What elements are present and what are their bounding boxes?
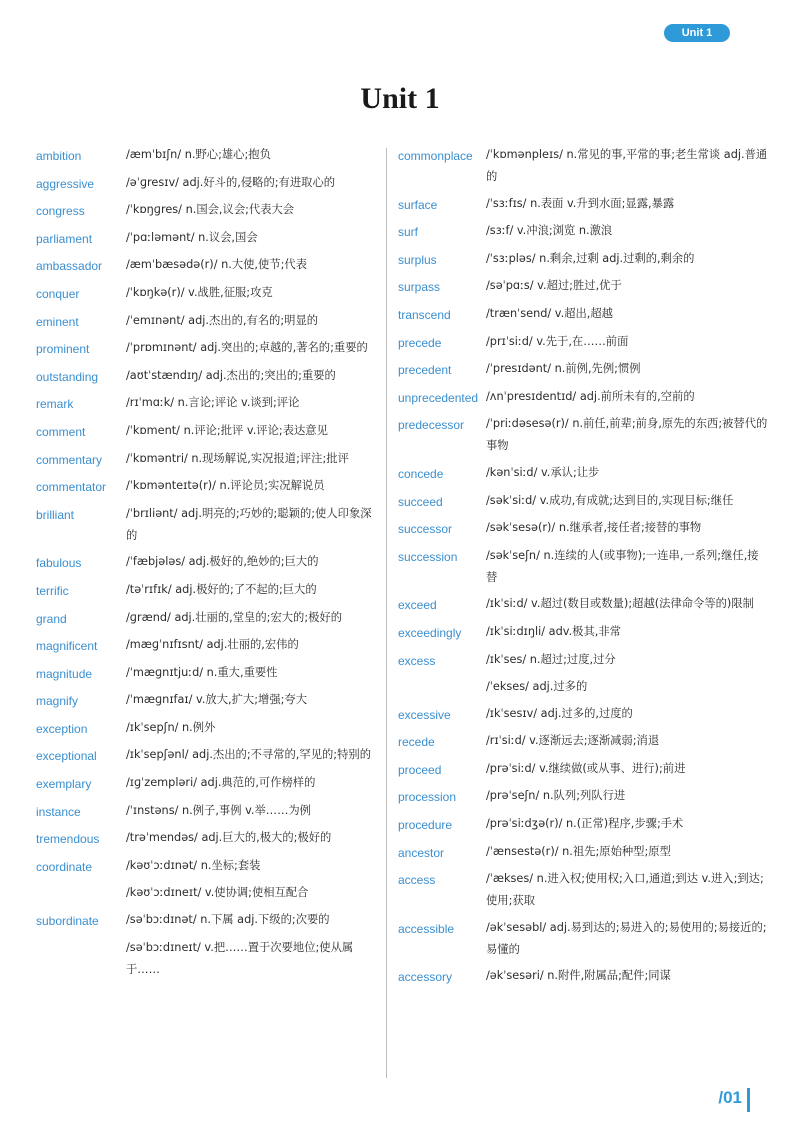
vocab-definition: /ˈemɪnənt/ adj.杰出的,有名的;明显的 (126, 313, 319, 327)
vocab-word: outstanding (36, 369, 99, 384)
vocab-word: surplus (398, 252, 437, 267)
vocab-entry (36, 855, 376, 878)
vocab-entry (36, 607, 376, 630)
vocab-definition: /ˈkɒŋɡres/ n.国会,议会;代表大会 (126, 203, 295, 217)
vocab-word: access (398, 873, 436, 888)
vocab-definition: /təˈrɪfɪk/ adj.极好的;了不起的;巨大的 (126, 582, 317, 596)
vocab-definition: /səˈpɑːs/ v.超过;胜过,优于 (486, 279, 622, 293)
vocab-word: parliament (36, 231, 93, 246)
vocab-entry (36, 282, 376, 305)
vocab-definition: /kəʊˈɔːdɪneɪt/ v.使协调;使相互配合 (126, 886, 309, 900)
vocab-definition: /səˈbɔːdɪneɪt/ v.把……置于次要地位;使从属于…… (126, 940, 354, 976)
vocab-entry (398, 621, 768, 644)
vocab-word: precedent (398, 363, 452, 378)
vocab-definition: /æmˈbæsədə(r)/ n.大使,使节;代表 (126, 258, 308, 272)
vocab-word: exceed (398, 598, 437, 613)
vocab-definition: /prəˈsiːd/ v.继续做(或从事、进行);前进 (486, 761, 686, 775)
vocab-entry (36, 337, 376, 360)
vocab-definition: /ˈɪnstəns/ n.例子,事例 v.举……为例 (126, 803, 311, 817)
vocab-entry (398, 965, 768, 988)
vocab-word: prominent (36, 342, 90, 357)
vocab-entry (36, 689, 376, 712)
vocab-definition: /trəˈmendəs/ adj.巨大的,极大的;极好的 (126, 831, 332, 845)
vocab-entry (398, 868, 768, 912)
vocab-word: magnificent (36, 639, 98, 654)
vocab-definition: /ˈækses/ n.进入权;使用权;入口,通道;到达 v.进入;到达;使用;获取 (486, 872, 764, 908)
vocab-entry (398, 730, 768, 753)
vocab-definition: /ɪkˈses/ n.超过;过度,过分 (486, 652, 616, 666)
vocab-word: remark (36, 397, 74, 412)
vocab-entry (398, 703, 768, 726)
vocab-definition: /ɪkˈsepʃənl/ adj.杰出的;不寻常的,罕见的;特别的 (126, 748, 371, 762)
vocab-entry (398, 331, 768, 354)
vocab-entry (36, 827, 376, 850)
vocab-word: tremendous (36, 832, 100, 847)
vocab-word: accessory (398, 970, 453, 985)
vocab-definition: /mæɡˈnɪfɪsnt/ adj.壮丽的,宏伟的 (126, 638, 299, 652)
vocab-entry (36, 227, 376, 250)
vocab-entry (398, 649, 768, 672)
vocab-entry (36, 634, 376, 657)
vocab-word: grand (36, 611, 67, 626)
vocab-definition: /ɪɡˈzempləri/ adj.典范的,可作榜样的 (126, 776, 316, 790)
vocab-word: aggressive (36, 176, 95, 191)
vocab-definition: /ˈsɜːfɪs/ n.表面 v.升到水面;显露,暴露 (486, 196, 675, 210)
page-title: Unit 1 (360, 82, 440, 115)
vocab-word (36, 882, 126, 904)
vocab-definition: /kənˈsiːd/ v.承认;让步 (486, 465, 600, 479)
vocab-word: magnitude (36, 666, 93, 681)
vocab-definition: /ˈsɜːpləs/ n.剩余,过剩 adj.过剩的,剩余的 (486, 251, 695, 265)
vocab-entry (36, 882, 376, 904)
vocab-definition: /ˈkɒmənpleɪs/ n.常见的事,平常的事;老生常谈 adj.普通的 (486, 148, 768, 183)
vocab-entry (398, 813, 768, 836)
vocab-entry (398, 275, 768, 298)
vocab-entry (36, 420, 376, 443)
left-column (36, 144, 376, 985)
vocab-definition: /aʊtˈstændɪŋ/ adj.杰出的;突出的;重要的 (126, 368, 336, 382)
vocab-definition: /səkˈsesə(r)/ n.继承者,接任者;接替的事物 (486, 521, 702, 535)
vocab-definition: /ɪkˈsepʃn/ n.例外 (126, 720, 216, 734)
vocab-word: proceed (398, 762, 442, 777)
vocab-word: ambassador (36, 259, 103, 274)
vocab-word: exemplary (36, 777, 92, 792)
vocab-entry (36, 144, 376, 167)
vocab-entry (398, 462, 768, 485)
vocab-entry (36, 662, 376, 685)
vocab-entry (36, 579, 376, 602)
vocab-definition: /sɜːf/ v.冲浪;浏览 n.激浪 (486, 224, 613, 238)
vocab-definition: /ˈpɑːləmənt/ n.议会,国会 (126, 230, 258, 244)
vocab-definition: /əˈɡresɪv/ adj.好斗的,侵略的;有进取心的 (126, 175, 336, 189)
vocab-word: succession (398, 549, 458, 564)
vocab-entry (398, 490, 768, 513)
vocab-word: fabulous (36, 556, 82, 571)
vocab-entry (398, 303, 768, 326)
vocab-definition: /rɪˈsiːd/ v.逐渐远去;逐渐减弱;消退 (486, 734, 660, 748)
vocab-word: commonplace (398, 149, 473, 163)
vocab-definition: /ˈprɒmɪnənt/ adj.突出的;卓越的,著名的;重要的 (126, 341, 368, 355)
vocab-word: terrific (36, 583, 69, 598)
vocab-word: precede (398, 335, 442, 350)
vocab-entry (398, 386, 768, 409)
vocab-definition: /ˈænsestə(r)/ n.祖先;原始种型;原型 (486, 844, 671, 858)
vocab-word: accessible (398, 921, 455, 936)
vocab-word: ambition (36, 149, 82, 163)
vocab-word: comment (36, 424, 86, 439)
vocab-entry (36, 254, 376, 277)
vocab-entry (36, 172, 376, 195)
vocab-word: procedure (398, 818, 453, 833)
vocab-word: commentary (36, 452, 103, 467)
vocab-definition: /ɡrænd/ adj.壮丽的,堂皇的;宏大的;极好的 (126, 610, 343, 624)
vocab-entry (398, 193, 768, 216)
vocab-entry (398, 358, 768, 381)
vocab-word: commentator (36, 480, 107, 495)
vocab-entry (398, 676, 768, 698)
vocab-definition: /æmˈbɪʃn/ n.野心;雄心;抱负 (126, 148, 271, 161)
vocab-word: surpass (398, 280, 441, 295)
vocab-entry (398, 917, 768, 961)
vocab-definition: /ˈmæɡnɪfaɪ/ v.放大,扩大;增强;夸大 (126, 693, 308, 707)
vocab-entry (36, 551, 376, 574)
vocab-entry (398, 144, 768, 188)
vocab-definition: /səˈbɔːdɪnət/ n.下属 adj.下级的;次要的 (126, 913, 330, 927)
vocab-word: exceptional (36, 749, 97, 764)
vocab-word: successor (398, 522, 453, 537)
vocab-word: recede (398, 735, 435, 750)
vocab-word: magnify (36, 694, 79, 709)
vocab-entry (36, 717, 376, 740)
vocab-entry (36, 310, 376, 333)
vocab-definition: /ɪkˈsesɪv/ adj.过多的,过度的 (486, 706, 633, 720)
vocab-word: procession (398, 790, 457, 805)
right-column (398, 144, 768, 993)
vocab-definition: /ˈkɒmənteɪtə(r)/ n.评论员;实况解说员 (126, 479, 325, 493)
vocab-entry (36, 772, 376, 795)
vocab-entry (398, 220, 768, 243)
vocab-entry (398, 593, 768, 616)
vocab-definition: /əkˈsesəbl/ adj.易到达的;易进入的;易使用的;易接近的;易懂的 (486, 920, 767, 956)
unit-badge: Unit 1 (664, 24, 730, 42)
page-number-bar (747, 1088, 750, 1112)
vocab-word: brilliant (36, 507, 75, 522)
vocab-entry (36, 448, 376, 471)
vocab-word: instance (36, 804, 81, 819)
vocab-definition: /prəˈsiːdʒə(r)/ n.(正常)程序,步骤;手术 (486, 817, 684, 831)
vocab-word: excessive (398, 707, 451, 722)
vocab-entry (36, 392, 376, 415)
vocab-definition: /trænˈsend/ v.超出,超越 (486, 306, 613, 320)
vocab-entry (36, 909, 376, 932)
vocab-word: ancestor (398, 845, 445, 860)
vocab-entry (398, 785, 768, 808)
vocab-entry (36, 199, 376, 222)
vocab-entry (398, 545, 768, 589)
vocab-entry (398, 758, 768, 781)
vocab-entry (36, 475, 376, 498)
vocab-word: surface (398, 197, 438, 212)
vocab-word: coordinate (36, 859, 93, 874)
vocab-definition: /ˈbrɪliənt/ adj.明亮的;巧妙的;聪颖的;使人印象深的 (126, 506, 372, 542)
vocab-word: succeed (398, 494, 443, 509)
vocab-definition: /ˈkɒŋkə(r)/ v.战胜,征服;攻克 (126, 285, 273, 299)
vocab-word: congress (36, 204, 85, 219)
vocab-word: excess (398, 653, 436, 668)
vocab-definition: /ˈmæɡnɪtjuːd/ n.重大,重要性 (126, 665, 278, 679)
vocab-word (398, 676, 486, 698)
vocab-word: conquer (36, 286, 80, 301)
vocab-definition: /səkˈsiːd/ v.成功,有成就;达到目的,实现目标;继任 (486, 493, 734, 507)
vocab-definition: /ˈpresɪdənt/ n.前例,先例;惯例 (486, 362, 641, 376)
vocab-definition: /ˈkɒməntri/ n.现场解说,实况报道;评注;批评 (126, 451, 349, 465)
vocab-entry (398, 248, 768, 271)
vocab-entry (36, 365, 376, 388)
vocab-definition: /ˈekses/ adj.过多的 (486, 680, 588, 694)
vocab-definition: /əkˈsesəri/ n.附件,附属品;配件;同谋 (486, 969, 671, 983)
vocab-word: concede (398, 466, 444, 481)
vocab-word: predecessor (398, 418, 465, 433)
vocab-definition: /ɪkˈsiːd/ v.超过(数目或数量);超越(法律命令等的)限制 (486, 597, 754, 611)
vocab-definition: /ˈpriːdəsesə(r)/ n.前任,前辈;前身,原先的东西;被替代的事物 (486, 417, 768, 453)
vocab-definition: /prɪˈsiːd/ v.先于,在……前面 (486, 334, 629, 348)
vocab-definition: /kəʊˈɔːdɪnət/ n.坐标;套装 (126, 858, 261, 872)
vocab-definition: /səkˈseʃn/ n.连续的人(或事物);一连串,一系列;继任,接替 (486, 548, 759, 584)
vocab-word (36, 937, 126, 981)
vocab-word: surf (398, 225, 419, 240)
vocab-word: eminent (36, 314, 79, 329)
vocab-entry (36, 503, 376, 547)
vocab-definition: /ʌnˈpresɪdentɪd/ adj.前所未有的,空前的 (486, 389, 695, 403)
vocab-definition: /ˈfæbjələs/ adj.极好的,绝妙的;巨大的 (126, 555, 319, 569)
vocab-entry (398, 517, 768, 540)
vocab-word: exception (36, 721, 88, 736)
vocab-entry (36, 800, 376, 823)
vocab-word: transcend (398, 307, 451, 322)
vocab-definition: /ˈkɒment/ n.评论;批评 v.评论;表达意见 (126, 423, 328, 437)
vocab-entry (398, 841, 768, 864)
vocab-definition: /ɪkˈsiːdɪŋli/ adv.极其,非常 (486, 624, 621, 638)
vocab-entry (398, 413, 768, 457)
vocab-definition: /prəˈseʃn/ n.队列;列队行进 (486, 789, 626, 803)
column-divider (386, 148, 387, 1078)
vocab-entry (36, 937, 376, 981)
vocab-entry (36, 744, 376, 767)
vocab-word: unprecedented (398, 390, 479, 405)
vocab-word: subordinate (36, 914, 99, 929)
vocab-word: exceedingly (398, 625, 462, 640)
page-number: /01 (718, 1088, 742, 1107)
vocab-definition: /rɪˈmɑːk/ n.言论;评论 v.谈到;评论 (126, 396, 300, 410)
